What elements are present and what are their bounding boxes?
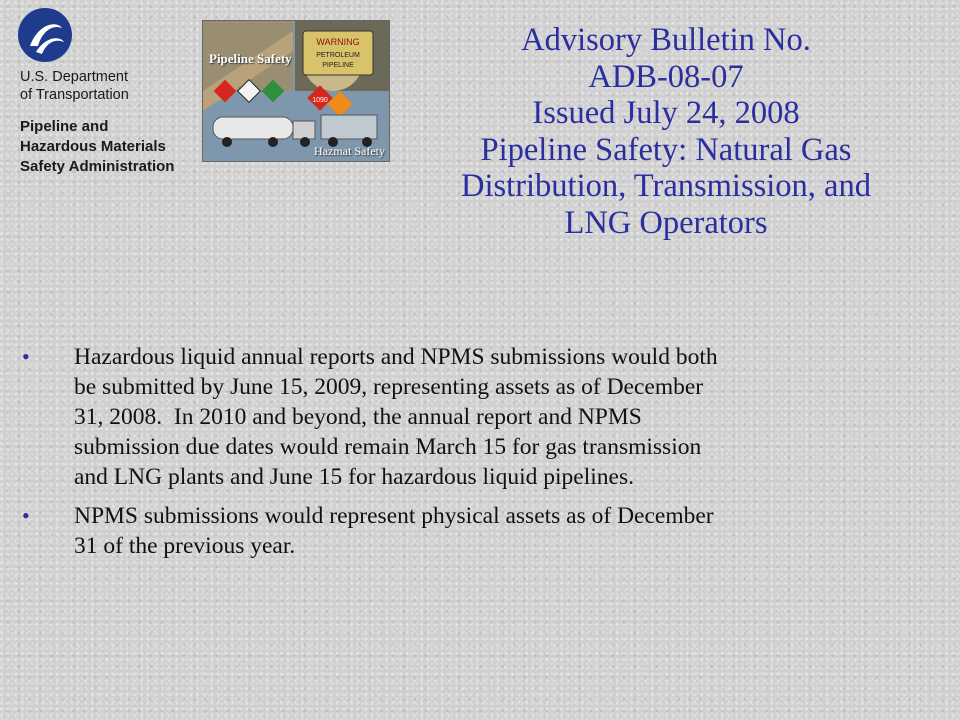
dot-emblem-icon — [16, 6, 74, 64]
agency-line-3: Safety Administration — [20, 158, 175, 175]
title-line: ADB-08-07 — [588, 58, 744, 95]
title-line: Issued July 24, 2008 — [532, 95, 800, 131]
bullet-line: NPMS submissions would represent physical assets as of December — [74, 503, 714, 529]
bullet-text — [74, 501, 944, 561]
title-line: Distribution, Transmission, and — [461, 168, 871, 204]
bullet-line: Hazardous liquid annual reports and NPMS submissions would both — [74, 344, 718, 370]
department-line-2: of Transportation — [20, 87, 129, 103]
bullet-line: be submitted by June 15, 2009, representing assets as of December — [74, 374, 704, 400]
title-line: Pipeline Safety: Natural Gas — [480, 131, 852, 168]
bullet-list — [0, 342, 960, 561]
pipeline-hazmat-collage — [202, 20, 390, 162]
bullet-item — [0, 501, 960, 561]
slide-title — [400, 22, 932, 241]
bullet-marker-icon: • — [22, 503, 30, 528]
dot-phmsa-logo — [10, 6, 200, 186]
agency-line-1: Pipeline and — [20, 118, 109, 135]
bullet-line: submission due dates would remain March 15 for gas transmission — [74, 434, 702, 460]
collage-caption-pipeline: Pipeline Safety — [209, 51, 292, 66]
bullet-line: 31, 2008. In 2010 and beyond, the annual report and NPMS — [74, 404, 642, 430]
sign-petroleum-text: PETROLEUM — [316, 52, 360, 59]
collage-artwork — [203, 21, 389, 161]
bullet-line: and LNG plants and June 15 for hazardous liquid pipelines. — [74, 464, 634, 490]
department-line-1: U.S. Department — [20, 69, 128, 85]
bullet-item — [0, 342, 960, 492]
title-line: Advisory Bulletin No. — [521, 22, 811, 58]
collage-caption-hazmat: Hazmat Safety — [314, 144, 385, 158]
sign-warning-text: WARNING — [316, 37, 360, 47]
bullet-line: 31 of the previous year. — [74, 533, 296, 559]
bullet-text — [74, 342, 944, 492]
bullet-marker-icon: • — [22, 344, 30, 369]
placard-number: 1090 — [312, 97, 328, 104]
sign-pipeline-text: PIPELINE — [322, 62, 354, 69]
title-line: LNG Operators — [564, 204, 768, 241]
agency-line-2: Hazardous Materials — [20, 138, 166, 155]
